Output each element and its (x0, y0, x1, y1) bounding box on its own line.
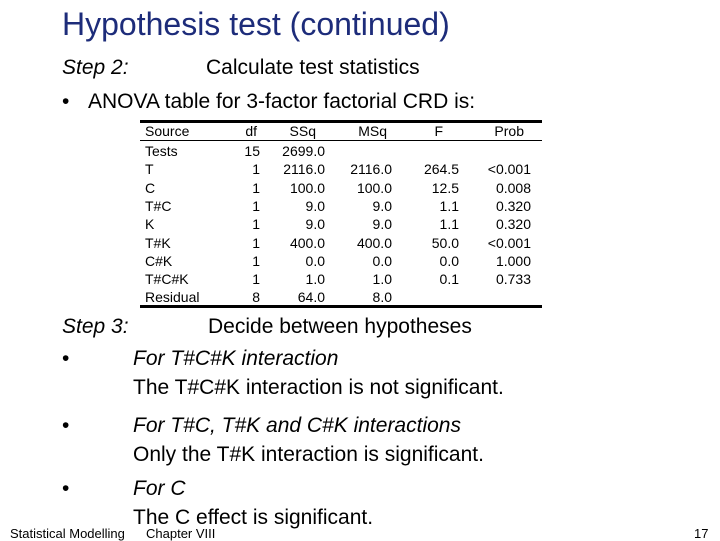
step3-bullet-1: • (62, 347, 70, 370)
col-header-msq: MSq (358, 123, 387, 139)
cell-msq: 8.0 (372, 289, 392, 306)
cell-ssq: 400.0 (289, 234, 325, 251)
col-header-prob: Prob (494, 123, 524, 139)
cell-f: 1.1 (439, 197, 459, 214)
cell-ssq: 9.0 (305, 216, 325, 233)
col-header-ssq: SSq (289, 123, 316, 139)
cell-df: 1 (252, 252, 260, 269)
cell-source: Residual (145, 289, 200, 306)
table-header-rule (140, 140, 542, 141)
table-bottom-rule (140, 305, 542, 308)
slide-title: Hypothesis test (continued) (62, 6, 450, 42)
cell-prob: 0.320 (495, 216, 531, 233)
col-header-f: F (434, 123, 443, 139)
cell-msq: 9.0 (372, 197, 392, 214)
cell-source: T#K (145, 234, 171, 251)
footer-page-number: 17 (694, 526, 709, 541)
cell-prob: 0.320 (495, 197, 531, 214)
cell-prob: 0.008 (495, 179, 531, 196)
cell-source: T#C (145, 197, 172, 214)
cell-df: 1 (252, 161, 260, 178)
cell-df: 1 (252, 271, 260, 288)
cell-df: 1 (252, 216, 260, 233)
cell-source: K (145, 216, 155, 233)
step2-text: Calculate test statistics (206, 56, 420, 79)
cell-f: 0.1 (439, 271, 459, 288)
cell-prob: 1.000 (495, 252, 531, 269)
cell-f: 264.5 (423, 161, 459, 178)
step3-item-1-body: The T#C#K interaction is not significant. (133, 376, 504, 399)
step3-item-1-head: For T#C#K interaction (133, 347, 339, 370)
step3-item-3-body: The C effect is significant. (133, 506, 374, 529)
cell-df: 1 (252, 234, 260, 251)
step3-bullet-3: • (62, 477, 70, 500)
cell-df: 15 (244, 143, 260, 159)
cell-ssq: 0.0 (305, 252, 325, 269)
cell-prob: 0.733 (495, 271, 531, 288)
step3-label: Step 3: (62, 315, 129, 338)
cell-ssq: 2699.0 (282, 143, 325, 159)
step3-text: Decide between hypotheses (208, 315, 472, 338)
cell-source: C (145, 179, 156, 196)
cell-prob: <0.001 (487, 161, 531, 178)
cell-ssq: 100.0 (289, 179, 325, 196)
cell-msq: 400.0 (356, 234, 392, 251)
footer-course: Statistical Modelling (10, 526, 125, 541)
cell-ssq: 9.0 (305, 197, 325, 214)
cell-msq: 100.0 (356, 179, 392, 196)
cell-f: 50.0 (431, 234, 459, 251)
cell-ssq: 1.0 (305, 271, 325, 288)
cell-source: C#K (145, 252, 173, 269)
step2-bullet: • (62, 90, 70, 113)
col-header-source: Source (145, 123, 190, 139)
step2-label: Step 2: (62, 56, 129, 79)
cell-ssq: 64.0 (297, 289, 325, 306)
anova-table (140, 118, 542, 308)
col-header-df: df (245, 123, 257, 139)
cell-msq: 1.0 (372, 271, 392, 288)
table-top-rule (140, 120, 542, 123)
cell-ssq: 2116.0 (283, 161, 325, 178)
step3-item-2-body: Only the T#K interaction is significant. (133, 443, 484, 466)
cell-msq: 0.0 (372, 252, 392, 269)
cell-source: T (145, 161, 154, 178)
cell-df: 8 (252, 289, 260, 306)
cell-f: 12.5 (431, 179, 459, 196)
step3-item-3-head: For C (133, 477, 186, 500)
cell-msq: 2116.0 (350, 161, 392, 178)
cell-msq: 9.0 (372, 216, 392, 233)
cell-df: 1 (252, 179, 260, 196)
step3-bullet-2: • (62, 414, 70, 437)
step3-item-2-head: For T#C, T#K and C#K interactions (133, 414, 461, 437)
cell-prob: <0.001 (487, 234, 531, 251)
cell-source: T#C#K (145, 271, 189, 288)
footer-chapter: Chapter VIII (146, 526, 216, 541)
cell-df: 1 (252, 197, 260, 214)
cell-f: 1.1 (439, 216, 459, 233)
cell-source: Tests (145, 143, 178, 159)
cell-f: 0.0 (439, 252, 459, 269)
step2-bullet-text: ANOVA table for 3-factor factorial CRD is: (88, 90, 476, 113)
